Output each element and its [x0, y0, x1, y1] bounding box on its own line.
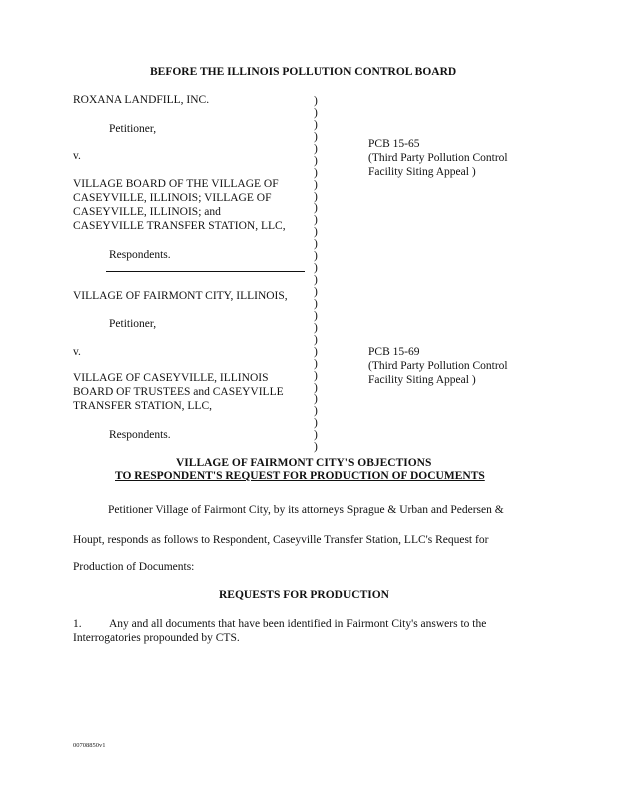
document-title-line: TO RESPONDENT'S REQUEST FOR PRODUCTION OF DOCUMENTS — [115, 470, 485, 482]
caption-parenthesis-column — [314, 96, 324, 454]
paren: ) — [314, 381, 318, 394]
intro-line: Petitioner Village of Fairmont City, by its attorneys Sprague & Urban and Pedersen & — [108, 504, 504, 516]
paren: ) — [314, 118, 318, 131]
paren: ) — [314, 429, 318, 442]
paren: ) — [314, 441, 318, 454]
intro-line: Production of Documents: — [73, 561, 195, 573]
caption2-case-number: PCB 15-69 — [368, 346, 420, 358]
paren: ) — [314, 190, 318, 203]
board-title: BEFORE THE ILLINOIS POLLUTION CONTROL BOARD — [150, 66, 457, 78]
caption1-case-desc: Facility Siting Appeal ) — [368, 166, 476, 178]
paren: ) — [314, 202, 318, 215]
section-heading: REQUESTS FOR PRODUCTION — [219, 589, 389, 601]
paren: ) — [314, 238, 318, 251]
caption1-case-number: PCB 15-65 — [368, 138, 420, 150]
paren: ) — [314, 405, 318, 418]
paren: ) — [314, 333, 318, 346]
intro-line: Houpt, responds as follows to Respondent, Caseyville Transfer Station, LLC's Request for — [73, 534, 489, 546]
caption2-party2-line: BOARD OF TRUSTEES and CASEYVILLE — [73, 386, 284, 398]
caption2-case-desc: Facility Siting Appeal ) — [368, 374, 476, 386]
paren: ) — [314, 178, 318, 191]
caption1-role2: Respondents. — [109, 249, 171, 261]
paren: ) — [314, 321, 318, 334]
paren: ) — [314, 345, 318, 358]
paren: ) — [314, 274, 318, 287]
caption2-party2-line: VILLAGE OF CASEYVILLE, ILLINOIS — [73, 372, 269, 384]
caption2-versus: v. — [73, 346, 81, 358]
caption2-role1: Petitioner, — [109, 318, 157, 330]
paren: ) — [314, 250, 318, 263]
caption1-party2-line: CASEYVILLE, ILLINOIS; and — [73, 206, 221, 218]
caption1-versus: v. — [73, 150, 81, 162]
caption1-party1: ROXANA LANDFILL, INC. — [73, 94, 210, 106]
paren: ) — [314, 130, 318, 143]
caption2-party2-line: TRANSFER STATION, LLC, — [73, 400, 213, 412]
request-text-line: Interrogatories propounded by CTS. — [73, 632, 240, 644]
paren: ) — [314, 142, 318, 155]
paren: ) — [314, 357, 318, 370]
paren: ) — [314, 369, 318, 382]
caption1-party2-line: VILLAGE BOARD OF THE VILLAGE OF — [73, 178, 279, 190]
paren: ) — [314, 106, 318, 119]
document-title-line: VILLAGE OF FAIRMONT CITY'S OBJECTIONS — [176, 457, 432, 469]
paren: ) — [314, 262, 318, 275]
paren: ) — [314, 226, 318, 239]
caption2-case-desc: (Third Party Pollution Control — [368, 360, 508, 372]
request-number: 1. — [73, 618, 82, 630]
caption1-party2-line: CASEYVILLE TRANSFER STATION, LLC, — [73, 220, 286, 232]
paren: ) — [314, 166, 318, 179]
paren: ) — [314, 309, 318, 322]
caption2-role2: Respondents. — [109, 429, 171, 441]
request-text-line: Any and all documents that have been identified in Fairmont City's answers to the — [109, 618, 487, 630]
paren: ) — [314, 286, 318, 298]
paren: ) — [314, 154, 318, 167]
caption1-role1: Petitioner, — [109, 123, 157, 135]
caption1-party2-line: CASEYVILLE, ILLINOIS; VILLAGE OF — [73, 192, 272, 204]
caption-divider-line — [106, 271, 305, 272]
caption2-party1: VILLAGE OF FAIRMONT CITY, ILLINOIS, — [73, 290, 288, 302]
footer-document-code: 00708850v1 — [73, 742, 106, 749]
paren: ) — [314, 297, 318, 310]
caption1-case-desc: (Third Party Pollution Control — [368, 152, 508, 164]
paren: ) — [314, 417, 318, 430]
paren: ) — [314, 214, 318, 227]
paren: ) — [314, 95, 318, 107]
paren: ) — [314, 393, 318, 406]
